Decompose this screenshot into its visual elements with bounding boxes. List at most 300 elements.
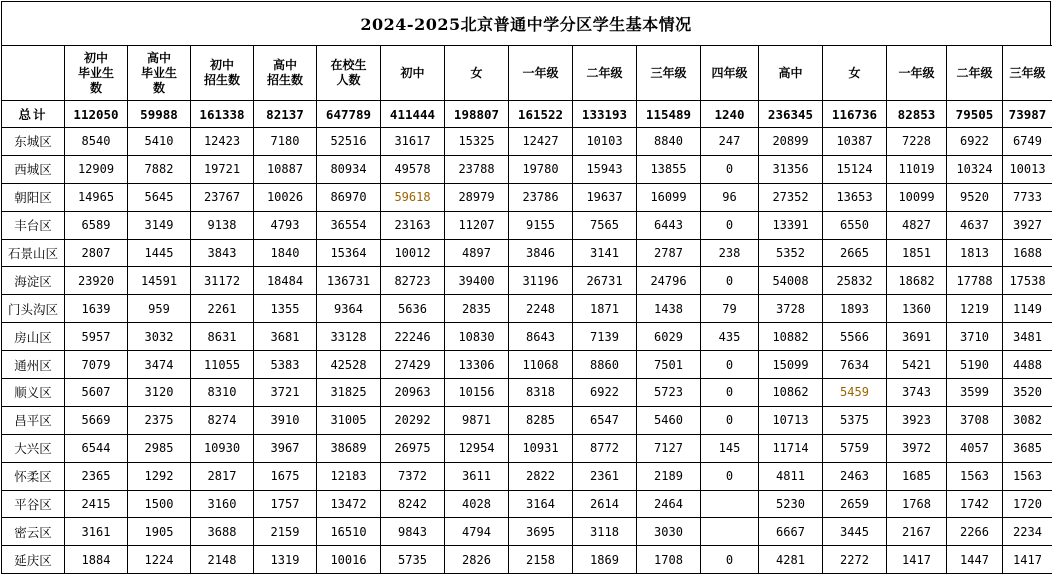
table-cell[interactable]: 23163: [381, 211, 445, 239]
table-cell[interactable]: 3520: [1003, 379, 1052, 407]
table-cell[interactable]: 23920: [65, 267, 128, 295]
table-cell[interactable]: 5636: [381, 295, 445, 323]
table-cell[interactable]: 15943: [573, 155, 637, 183]
table-cell[interactable]: 1563: [1003, 462, 1052, 490]
table-cell[interactable]: 1417: [1003, 546, 1052, 574]
table-cell[interactable]: 9520: [947, 183, 1003, 211]
table-cell[interactable]: 11714: [759, 434, 823, 462]
table-cell[interactable]: 10387: [823, 128, 887, 156]
table-cell[interactable]: 5410: [128, 128, 191, 156]
table-cell[interactable]: 11068: [509, 351, 573, 379]
table-cell[interactable]: 14965: [65, 183, 128, 211]
table-cell[interactable]: 1871: [573, 295, 637, 323]
table-cell[interactable]: 24796: [637, 267, 701, 295]
table-cell[interactable]: 7882: [128, 155, 191, 183]
table-cell[interactable]: 8274: [191, 406, 254, 434]
table-cell[interactable]: 13391: [759, 211, 823, 239]
table-cell[interactable]: 133193: [573, 101, 637, 128]
row-label[interactable]: 房山区: [2, 323, 65, 351]
table-cell[interactable]: 8772: [573, 434, 637, 462]
table-cell[interactable]: 3967: [254, 434, 317, 462]
table-cell[interactable]: 31356: [759, 155, 823, 183]
table-cell[interactable]: 9843: [381, 518, 445, 546]
table-cell[interactable]: 18682: [887, 267, 947, 295]
table-cell[interactable]: 9155: [509, 211, 573, 239]
row-label[interactable]: 丰台区: [2, 211, 65, 239]
table-cell[interactable]: 3445: [823, 518, 887, 546]
table-cell[interactable]: 3160: [191, 490, 254, 518]
table-cell[interactable]: 1224: [128, 546, 191, 574]
table-cell[interactable]: 2463: [823, 462, 887, 490]
table-cell[interactable]: 4637: [947, 211, 1003, 239]
table-cell[interactable]: 42528: [317, 351, 381, 379]
table-cell[interactable]: 19721: [191, 155, 254, 183]
table-cell[interactable]: 8840: [637, 128, 701, 156]
table-cell[interactable]: 10830: [445, 323, 509, 351]
table-cell[interactable]: 10156: [445, 379, 509, 407]
table-cell[interactable]: 3728: [759, 295, 823, 323]
table-cell[interactable]: 5460: [637, 406, 701, 434]
table-row: [2, 295, 1052, 323]
table-cell[interactable]: 3923: [887, 406, 947, 434]
table-cell[interactable]: 22246: [381, 323, 445, 351]
table-cell[interactable]: 7180: [254, 128, 317, 156]
table-cell[interactable]: 27352: [759, 183, 823, 211]
table-cell[interactable]: 1319: [254, 546, 317, 574]
table-cell[interactable]: 6749: [1003, 128, 1052, 156]
table-cell[interactable]: 3164: [509, 490, 573, 518]
table-cell[interactable]: 3474: [128, 351, 191, 379]
table-cell[interactable]: 7139: [573, 323, 637, 351]
table-cell[interactable]: 5759: [823, 434, 887, 462]
table-cell[interactable]: 238: [701, 239, 759, 267]
table-cell[interactable]: 0: [701, 406, 759, 434]
table-cell[interactable]: 73987: [1003, 101, 1052, 128]
table-cell[interactable]: 59988: [128, 101, 191, 128]
table-cell[interactable]: 13653: [823, 183, 887, 211]
table-cell[interactable]: 33128: [317, 323, 381, 351]
table-cell[interactable]: 10713: [759, 406, 823, 434]
row-label[interactable]: 东城区: [2, 128, 65, 156]
table-cell[interactable]: 54008: [759, 267, 823, 295]
table-cell[interactable]: 11207: [445, 211, 509, 239]
table-cell[interactable]: [701, 518, 759, 546]
table-cell[interactable]: 7127: [637, 434, 701, 462]
table-cell[interactable]: 8540: [65, 128, 128, 156]
table-cell[interactable]: 1639: [65, 295, 128, 323]
table-cell[interactable]: 2464: [637, 490, 701, 518]
table-cell[interactable]: 2817: [191, 462, 254, 490]
table-cell[interactable]: 5230: [759, 490, 823, 518]
table-cell[interactable]: 2361: [573, 462, 637, 490]
table-cell[interactable]: 9871: [445, 406, 509, 434]
table-cell[interactable]: 79: [701, 295, 759, 323]
table-cell[interactable]: 2158: [509, 546, 573, 574]
table-cell[interactable]: 7634: [823, 351, 887, 379]
table-cell[interactable]: 13306: [445, 351, 509, 379]
table-cell[interactable]: 39400: [445, 267, 509, 295]
table-cell[interactable]: 20899: [759, 128, 823, 156]
table-cell[interactable]: 5352: [759, 239, 823, 267]
table-cell[interactable]: 8310: [191, 379, 254, 407]
table-row: [2, 211, 1052, 239]
table-cell[interactable]: 10013: [1003, 155, 1052, 183]
table-cell[interactable]: 5190: [947, 351, 1003, 379]
table-cell[interactable]: 1768: [887, 490, 947, 518]
table-cell[interactable]: 1149: [1003, 295, 1052, 323]
table-cell[interactable]: 82723: [381, 267, 445, 295]
table-cell[interactable]: 1675: [254, 462, 317, 490]
table-cell[interactable]: 2826: [445, 546, 509, 574]
table-cell[interactable]: 2266: [947, 518, 1003, 546]
table-cell[interactable]: 2787: [637, 239, 701, 267]
row-label[interactable]: 石景山区: [2, 239, 65, 267]
table-cell[interactable]: 7372: [381, 462, 445, 490]
table-cell[interactable]: 161338: [191, 101, 254, 128]
table-cell[interactable]: 3695: [509, 518, 573, 546]
table-cell[interactable]: 31825: [317, 379, 381, 407]
row-label[interactable]: 海淀区: [2, 267, 65, 295]
table-cell[interactable]: 9364: [317, 295, 381, 323]
table-cell[interactable]: 4793: [254, 211, 317, 239]
table-cell[interactable]: 1563: [947, 462, 1003, 490]
table-cell[interactable]: 10931: [509, 434, 573, 462]
row-label[interactable]: 朝阳区: [2, 183, 65, 211]
table-cell[interactable]: 1355: [254, 295, 317, 323]
table-cell[interactable]: 11019: [887, 155, 947, 183]
column-header: 在校生 人数: [317, 46, 381, 101]
table-cell[interactable]: 2375: [128, 406, 191, 434]
table-cell[interactable]: 4281: [759, 546, 823, 574]
table-cell[interactable]: 5421: [887, 351, 947, 379]
table-cell[interactable]: 12423: [191, 128, 254, 156]
table-cell[interactable]: 1417: [887, 546, 947, 574]
table-cell[interactable]: 10016: [317, 546, 381, 574]
table-cell[interactable]: 4897: [445, 239, 509, 267]
table-cell[interactable]: 1840: [254, 239, 317, 267]
table-cell[interactable]: 19780: [509, 155, 573, 183]
table-cell[interactable]: 4827: [887, 211, 947, 239]
table-cell[interactable]: 0: [701, 211, 759, 239]
table-cell[interactable]: 6922: [573, 379, 637, 407]
row-label[interactable]: 西城区: [2, 155, 65, 183]
table-cell[interactable]: 3927: [1003, 211, 1052, 239]
table-cell[interactable]: 5459: [823, 379, 887, 407]
table-cell[interactable]: 1905: [128, 518, 191, 546]
table-cell[interactable]: 25832: [823, 267, 887, 295]
table-cell[interactable]: 3910: [254, 406, 317, 434]
table-cell[interactable]: 2167: [887, 518, 947, 546]
row-label[interactable]: 顺义区: [2, 379, 65, 407]
table-cell[interactable]: 5957: [65, 323, 128, 351]
table-cell[interactable]: 5645: [128, 183, 191, 211]
table-cell[interactable]: 145: [701, 434, 759, 462]
table-cell[interactable]: 115489: [637, 101, 701, 128]
table-cell[interactable]: 13472: [317, 490, 381, 518]
table-cell[interactable]: 3481: [1003, 323, 1052, 351]
table-cell[interactable]: 20963: [381, 379, 445, 407]
table-cell[interactable]: 3743: [887, 379, 947, 407]
table-cell[interactable]: 1685: [887, 462, 947, 490]
table-cell[interactable]: 1445: [128, 239, 191, 267]
table-cell[interactable]: 15099: [759, 351, 823, 379]
row-label[interactable]: 昌平区: [2, 406, 65, 434]
column-header: 二年级: [947, 46, 1003, 101]
table-cell[interactable]: 2985: [128, 434, 191, 462]
table-cell[interactable]: 26975: [381, 434, 445, 462]
table-cell[interactable]: 10887: [254, 155, 317, 183]
column-header: 高中 招生数: [254, 46, 317, 101]
table-cell[interactable]: 1742: [947, 490, 1003, 518]
table-cell[interactable]: 3141: [573, 239, 637, 267]
table-cell[interactable]: 112050: [65, 101, 128, 128]
table-cell[interactable]: 6550: [823, 211, 887, 239]
table-cell[interactable]: 647789: [317, 101, 381, 128]
table-cell[interactable]: 10882: [759, 323, 823, 351]
table-cell[interactable]: 8631: [191, 323, 254, 351]
table-cell[interactable]: 1240: [701, 101, 759, 128]
table-cell[interactable]: 17538: [1003, 267, 1052, 295]
row-label[interactable]: 门头沟区: [2, 295, 65, 323]
table-cell[interactable]: 4811: [759, 462, 823, 490]
table-row: [2, 239, 1052, 267]
table-cell[interactable]: 7565: [573, 211, 637, 239]
table-cell[interactable]: 2234: [1003, 518, 1052, 546]
table-cell[interactable]: 6544: [65, 434, 128, 462]
table-cell[interactable]: 0: [701, 351, 759, 379]
table-cell[interactable]: 0: [701, 379, 759, 407]
table-cell[interactable]: 3710: [947, 323, 1003, 351]
table-cell[interactable]: 27429: [381, 351, 445, 379]
table-cell[interactable]: 3149: [128, 211, 191, 239]
table-cell[interactable]: 3120: [128, 379, 191, 407]
table-cell[interactable]: 38689: [317, 434, 381, 462]
table-cell[interactable]: 1688: [1003, 239, 1052, 267]
table-cell[interactable]: 5723: [637, 379, 701, 407]
table-cell[interactable]: 3688: [191, 518, 254, 546]
table-cell[interactable]: 31617: [381, 128, 445, 156]
table-cell[interactable]: 16099: [637, 183, 701, 211]
table-cell[interactable]: 7501: [637, 351, 701, 379]
table-cell[interactable]: 411444: [381, 101, 445, 128]
table-cell[interactable]: 136731: [317, 267, 381, 295]
table-cell[interactable]: 1708: [637, 546, 701, 574]
table-cell[interactable]: 28979: [445, 183, 509, 211]
table-cell[interactable]: 15325: [445, 128, 509, 156]
table-cell[interactable]: 2248: [509, 295, 573, 323]
column-header: 高中 毕业生 数: [128, 46, 191, 101]
table-cell[interactable]: 1869: [573, 546, 637, 574]
table-cell[interactable]: 1438: [637, 295, 701, 323]
table-cell[interactable]: 1447: [947, 546, 1003, 574]
table-cell[interactable]: 3843: [191, 239, 254, 267]
table-cell[interactable]: 3611: [445, 462, 509, 490]
table-cell[interactable]: 18484: [254, 267, 317, 295]
table-cell[interactable]: 3032: [128, 323, 191, 351]
table-cell[interactable]: 2807: [65, 239, 128, 267]
table-cell[interactable]: 31172: [191, 267, 254, 295]
table-cell[interactable]: 10930: [191, 434, 254, 462]
table-cell[interactable]: 1292: [128, 462, 191, 490]
table-cell[interactable]: 3691: [887, 323, 947, 351]
table-cell[interactable]: 2614: [573, 490, 637, 518]
table-cell[interactable]: 17788: [947, 267, 1003, 295]
table-cell[interactable]: 6922: [947, 128, 1003, 156]
table-cell[interactable]: 0: [701, 267, 759, 295]
table-cell[interactable]: 8643: [509, 323, 573, 351]
table-cell[interactable]: 3685: [1003, 434, 1052, 462]
table-cell[interactable]: 2272: [823, 546, 887, 574]
table-cell[interactable]: 9138: [191, 211, 254, 239]
table-cell[interactable]: 6547: [573, 406, 637, 434]
table-title: 2024-2025北京普通中学分区学生基本情况: [1, 1, 1051, 45]
table-cell[interactable]: 15124: [823, 155, 887, 183]
row-label[interactable]: 通州区: [2, 351, 65, 379]
table-cell[interactable]: 16510: [317, 518, 381, 546]
table-cell[interactable]: 198807: [445, 101, 509, 128]
table-cell[interactable]: 3030: [637, 518, 701, 546]
table-cell[interactable]: 6443: [637, 211, 701, 239]
table-cell[interactable]: 79505: [947, 101, 1003, 128]
table-cell[interactable]: 2365: [65, 462, 128, 490]
table-cell[interactable]: 1500: [128, 490, 191, 518]
table-cell[interactable]: 23767: [191, 183, 254, 211]
table-cell[interactable]: 6667: [759, 518, 823, 546]
table-cell[interactable]: 12954: [445, 434, 509, 462]
row-label[interactable]: 平谷区: [2, 490, 65, 518]
table-cell[interactable]: 86970: [317, 183, 381, 211]
table-cell[interactable]: 1720: [1003, 490, 1052, 518]
table-cell[interactable]: 5735: [381, 546, 445, 574]
table-cell[interactable]: 2835: [445, 295, 509, 323]
table-cell[interactable]: 7079: [65, 351, 128, 379]
table-cell[interactable]: 4057: [947, 434, 1003, 462]
table-cell[interactable]: 3082: [1003, 406, 1052, 434]
row-label[interactable]: 总计: [2, 101, 65, 128]
table-cell[interactable]: 7733: [1003, 183, 1052, 211]
table-cell[interactable]: 5375: [823, 406, 887, 434]
table-cell[interactable]: 161522: [509, 101, 573, 128]
table-cell[interactable]: 116736: [823, 101, 887, 128]
table-cell[interactable]: 20292: [381, 406, 445, 434]
table-cell[interactable]: 5669: [65, 406, 128, 434]
table-cell[interactable]: 8860: [573, 351, 637, 379]
table-cell[interactable]: 236345: [759, 101, 823, 128]
table-cell[interactable]: 5383: [254, 351, 317, 379]
table-cell[interactable]: 3681: [254, 323, 317, 351]
table-cell[interactable]: 10012: [381, 239, 445, 267]
table-cell[interactable]: 23788: [445, 155, 509, 183]
table-cell[interactable]: 3972: [887, 434, 947, 462]
table-cell[interactable]: 4488: [1003, 351, 1052, 379]
table-cell[interactable]: 3161: [65, 518, 128, 546]
table-cell[interactable]: 8285: [509, 406, 573, 434]
table-cell[interactable]: 23786: [509, 183, 573, 211]
table-cell[interactable]: 1757: [254, 490, 317, 518]
table-cell[interactable]: 3599: [947, 379, 1003, 407]
table-cell[interactable]: 6029: [637, 323, 701, 351]
table-cell[interactable]: 0: [701, 155, 759, 183]
table-cell[interactable]: 36554: [317, 211, 381, 239]
table-cell[interactable]: 435: [701, 323, 759, 351]
table-cell[interactable]: 2159: [254, 518, 317, 546]
table-cell[interactable]: 8318: [509, 379, 573, 407]
table-cell[interactable]: 2415: [65, 490, 128, 518]
table-cell[interactable]: 82853: [887, 101, 947, 128]
table-cell[interactable]: 959: [128, 295, 191, 323]
total-row: [2, 101, 1052, 128]
table-cell[interactable]: 3846: [509, 239, 573, 267]
row-label[interactable]: 延庆区: [2, 546, 65, 574]
table-cell[interactable]: 12427: [509, 128, 573, 156]
table-cell[interactable]: 26731: [573, 267, 637, 295]
table-cell[interactable]: 15364: [317, 239, 381, 267]
table-cell[interactable]: 2148: [191, 546, 254, 574]
table-cell[interactable]: 3721: [254, 379, 317, 407]
table-cell[interactable]: 7228: [887, 128, 947, 156]
row-label[interactable]: 怀柔区: [2, 462, 65, 490]
table-cell[interactable]: 2822: [509, 462, 573, 490]
table-cell[interactable]: 2659: [823, 490, 887, 518]
table-cell[interactable]: 1893: [823, 295, 887, 323]
table-cell[interactable]: 14591: [128, 267, 191, 295]
table-cell[interactable]: 10862: [759, 379, 823, 407]
table-cell[interactable]: 2261: [191, 295, 254, 323]
table-cell[interactable]: 4028: [445, 490, 509, 518]
table-cell[interactable]: 3708: [947, 406, 1003, 434]
table-cell[interactable]: 10103: [573, 128, 637, 156]
table-row: [2, 155, 1052, 183]
table-cell[interactable]: 0: [701, 462, 759, 490]
table-cell[interactable]: 8242: [381, 490, 445, 518]
table-cell[interactable]: 2189: [637, 462, 701, 490]
table-cell[interactable]: 10099: [887, 183, 947, 211]
table-cell[interactable]: 1851: [887, 239, 947, 267]
table-cell[interactable]: 5566: [823, 323, 887, 351]
column-header: 一年级: [887, 46, 947, 101]
table-cell[interactable]: 1219: [947, 295, 1003, 323]
table-cell[interactable]: 6589: [65, 211, 128, 239]
table-cell[interactable]: 10324: [947, 155, 1003, 183]
table-cell[interactable]: 12909: [65, 155, 128, 183]
table-cell[interactable]: 49578: [381, 155, 445, 183]
table-cell[interactable]: 1884: [65, 546, 128, 574]
table-cell[interactable]: 11055: [191, 351, 254, 379]
table-cell[interactable]: 19637: [573, 183, 637, 211]
table-cell[interactable]: 80934: [317, 155, 381, 183]
table-cell[interactable]: 96: [701, 183, 759, 211]
table-cell[interactable]: 247: [701, 128, 759, 156]
table-cell[interactable]: 4794: [445, 518, 509, 546]
table-cell[interactable]: [701, 490, 759, 518]
row-label[interactable]: 密云区: [2, 518, 65, 546]
table-cell[interactable]: 31196: [509, 267, 573, 295]
table-cell[interactable]: 31005: [317, 406, 381, 434]
table-cell[interactable]: 1813: [947, 239, 1003, 267]
table-cell[interactable]: 10026: [254, 183, 317, 211]
table-cell[interactable]: 52516: [317, 128, 381, 156]
table-cell[interactable]: 13855: [637, 155, 701, 183]
table-cell[interactable]: 82137: [254, 101, 317, 128]
table-cell[interactable]: 12183: [317, 462, 381, 490]
table-cell[interactable]: 3118: [573, 518, 637, 546]
table-cell[interactable]: 2665: [823, 239, 887, 267]
row-label[interactable]: 大兴区: [2, 434, 65, 462]
table-cell[interactable]: 1360: [887, 295, 947, 323]
table-cell[interactable]: 5607: [65, 379, 128, 407]
table-cell[interactable]: 0: [701, 546, 759, 574]
table-cell[interactable]: 59618: [381, 183, 445, 211]
